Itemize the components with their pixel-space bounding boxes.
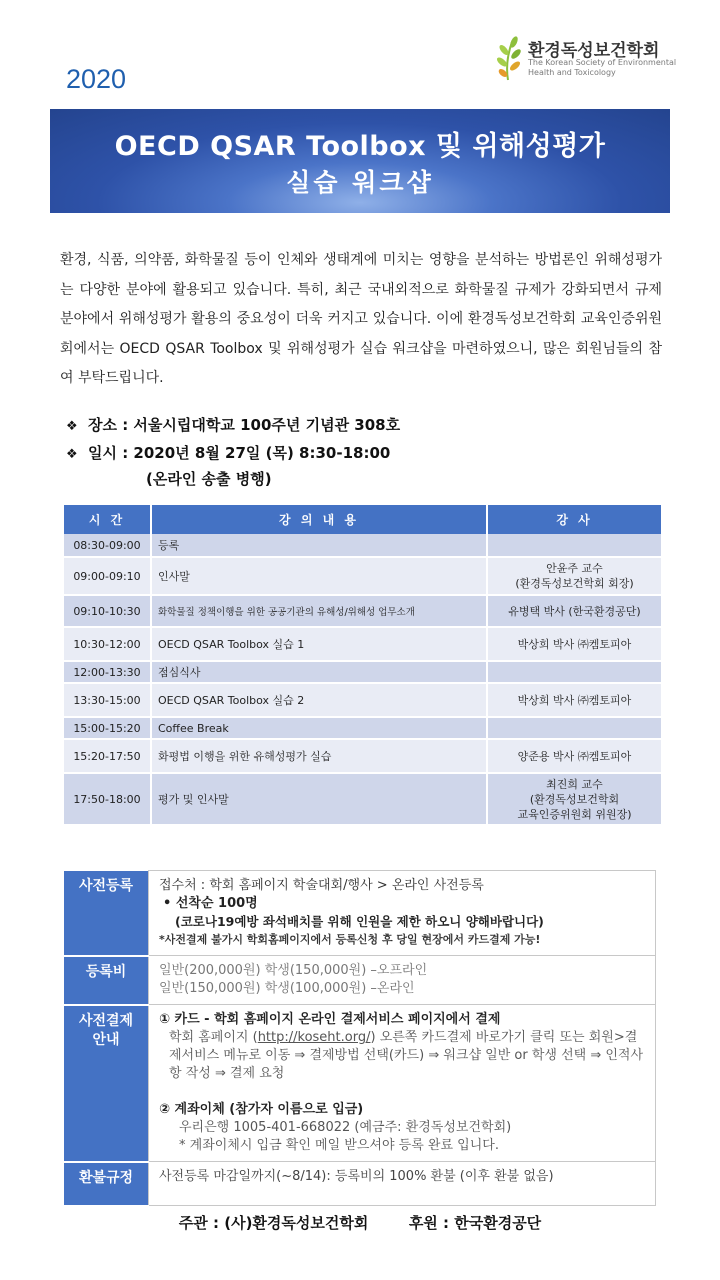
pre-registration-label: 사전등록 [64, 871, 149, 956]
row-lecturer: 양준용 박사 ㈜켐토피아 [488, 740, 661, 774]
reception-text: 접수처 : 학회 홈페이지 학술대회/행사 > 온라인 사전등록 [159, 878, 484, 893]
payment-info [149, 1005, 656, 1162]
row-lecturer: 박상희 박사 ㈜켐토피아 [488, 684, 661, 718]
row-content: 인사말 [152, 558, 488, 596]
place-line [66, 414, 400, 435]
row-time: 13:30-15:00 [64, 684, 152, 718]
row-content: 등록 [152, 534, 488, 558]
row-lecturer [488, 718, 661, 740]
fee-label: 등록비 [64, 956, 149, 1005]
place-text: 장소 : 서울시립대학교 100주년 기념관 308호 [88, 416, 401, 434]
schedule-table [64, 505, 661, 826]
row-lecturer [488, 534, 661, 558]
header-time: 시 간 [64, 505, 152, 534]
row-time: 10:30-12:00 [64, 628, 152, 662]
row-time: 09:00-09:10 [64, 558, 152, 596]
row-time: 17:50-18:00 [64, 774, 152, 826]
card-payment-title: ① 카드 - 학회 홈페이지 온라인 결제서비스 페이지에서 결제 [159, 1012, 501, 1027]
host-text: 주관 : (사)환경독성보건학회 [178, 1214, 369, 1232]
header-content: 강 의 내 용 [152, 505, 488, 534]
refund-row [64, 1162, 656, 1206]
society-logo [494, 34, 694, 82]
table-row [64, 774, 661, 826]
table-row [64, 628, 661, 662]
bank-transfer-title: ② 계좌이체 (참가자 이름으로 입금) [159, 1102, 364, 1117]
payment-row [64, 1005, 656, 1162]
table-row [64, 684, 661, 718]
fee-offline: 일반(200,000원) 학생(150,000원) –오프라인 [159, 963, 428, 978]
logo-english-name: The Korean Society of Environmental Health and Toxicology [528, 58, 677, 77]
footer [0, 1212, 720, 1233]
fee-row [64, 956, 656, 1005]
row-time: 09:10-10:30 [64, 596, 152, 628]
table-row [64, 718, 661, 740]
refund-label: 환불규정 [64, 1162, 149, 1206]
covid-notice: (코로나19예방 좌석배치를 위해 인원을 제한 하오니 양해바랍니다) [175, 914, 544, 929]
first-come-text: • 선착순 100명 [163, 896, 258, 911]
row-content: 화학물질 정책이행을 위한 공공기관의 유해성/위해성 업무소개 [152, 596, 488, 628]
table-row [64, 534, 661, 558]
card-payment-desc [159, 1029, 647, 1083]
row-time: 15:20-17:50 [64, 740, 152, 774]
pre-registration-info [149, 871, 656, 956]
payment-label: 사전결제 안내 [64, 1005, 149, 1162]
title-banner [50, 109, 670, 213]
pre-registration-row [64, 871, 656, 956]
diamond-bullet-icon: ❖ [66, 447, 78, 462]
header-lecturer: 강 사 [488, 505, 661, 534]
row-lecturer: 박상희 박사 ㈜켐토피아 [488, 628, 661, 662]
year-label: 2020 [66, 64, 127, 94]
leaf-logo-icon [494, 34, 526, 82]
table-row [64, 558, 661, 596]
society-homepage-link[interactable]: http://koseht.org/ [257, 1030, 371, 1045]
row-content: OECD QSAR Toolbox 실습 2 [152, 684, 488, 718]
bank-transfer-note: * 계좌이체시 입금 확인 메일 받으셔야 등록 완료 입니다. [179, 1138, 499, 1153]
refund-info: 사전등록 마감일까지(~8/14): 등록비의 100% 환불 (이후 환불 없음) [149, 1162, 656, 1206]
table-row [64, 740, 661, 774]
card-desc-suffix: ) 오른쪽 카드결제 바로가기 클릭 또는 회원>결제서비스 메뉴로 이동 ⇒ 결제방법 선택(카드) ⇒ 워크샵 일반 or 학생 선택 ⇒ 인적사항 작성 ⇒ 결제 요청 [169, 1030, 644, 1081]
row-content: 점심식사 [152, 662, 488, 684]
sponsor-text: 후원 : 한국환경공단 [408, 1214, 542, 1232]
card-desc-prefix: 학회 홈페이지 ( [169, 1030, 258, 1045]
row-content: Coffee Break [152, 718, 488, 740]
row-lecturer: 안윤주 교수 (환경독성보건학회 회장) [488, 558, 661, 596]
table-row [64, 596, 661, 628]
row-lecturer [488, 662, 661, 684]
logo-korean-name: 환경독성보건학회 [528, 41, 660, 61]
fee-online: 일반(150,000원) 학생(100,000원) –온라인 [159, 981, 415, 996]
date-line [66, 442, 390, 463]
fee-info [149, 956, 656, 1005]
row-lecturer: 유병택 박사 (한국환경공단) [488, 596, 661, 628]
schedule-header-row [64, 505, 661, 534]
registration-table [64, 870, 656, 1207]
row-content: 평가 및 인사말 [152, 774, 488, 826]
bank-account: 우리은행 1005-401-668022 (예금주: 환경독성보건학회) [179, 1120, 512, 1135]
row-lecturer: 최진희 교수 (환경독성보건학회 교육인증위원회 위원장) [488, 774, 661, 826]
title-line-2: 실습 워크샵 [286, 168, 434, 197]
row-content: OECD QSAR Toolbox 실습 1 [152, 628, 488, 662]
intro-paragraph: 환경, 식품, 의약품, 화학물질 등이 인체와 생태계에 미치는 영향을 분석하는 방법론인 위해성평가는 다양한 분야에 활용되고 있습니다. 특히, 최근 국내외적으로 화학물질 규제가 강화되면서 규제 분야에서 위해성평가 활용의 중요성이 더욱 커지고 있습니다. 이에 환경독성보건학회 교육인증위원회에서는 OECD QSAR Toolbox 및 위해성평가 실습 워크샵을 마련하였으니, 많은 회원님들의 참여 부탁드립니다. [60, 252, 662, 386]
row-content: 화평법 이행을 위한 유해성평가 실습 [152, 740, 488, 774]
payment-note: *사전결제 불가시 학회홈페이지에서 등록신청 후 당일 현장에서 카드결제 가능! [159, 933, 541, 946]
row-time: 08:30-09:00 [64, 534, 152, 558]
table-row [64, 662, 661, 684]
online-note: (온라인 송출 병행) [146, 470, 272, 488]
title-line-1: OECD QSAR Toolbox 및 위해성평가 [114, 131, 606, 162]
row-time: 15:00-15:20 [64, 718, 152, 740]
row-time: 12:00-13:30 [64, 662, 152, 684]
diamond-bullet-icon: ❖ [66, 419, 78, 434]
date-text: 일시 : 2020년 8월 27일 (목) 8:30-18:00 [88, 444, 391, 462]
